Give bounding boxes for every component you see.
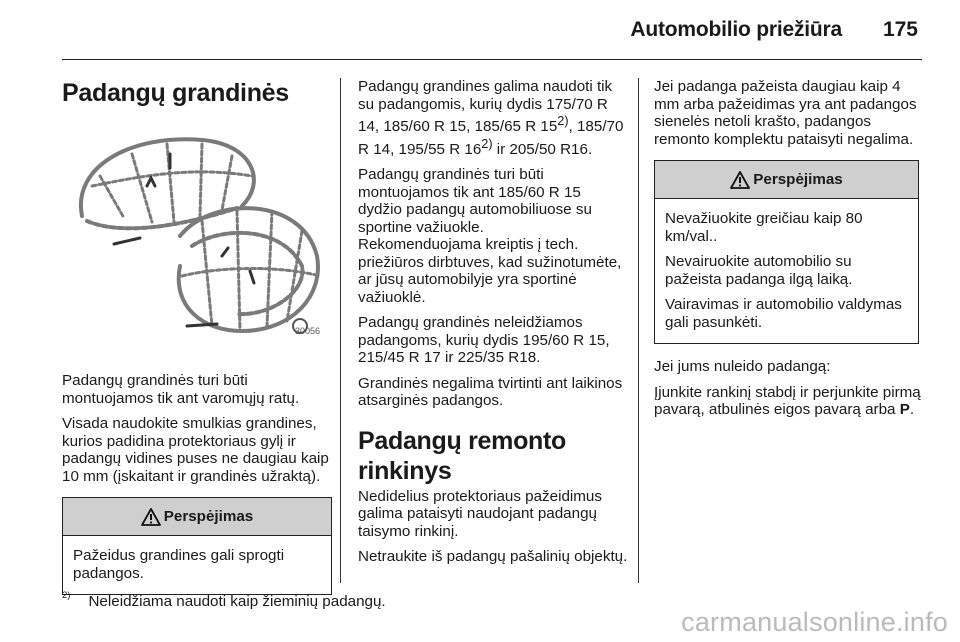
warning-box bbox=[62, 497, 332, 595]
text: Įjunkite rankinį stabdį ir perjunkite pirmą pavarą, atbulinės eigos pavarą arba bbox=[654, 383, 921, 418]
upper-chain bbox=[81, 139, 254, 228]
section-heading-repair-kit: Padangų remonto rinkinys bbox=[358, 426, 567, 485]
text: Padangų grandines galima naudoti tik su padangomis, kurių dydis 175/70 R 14, 185/60 R 15, 185/65 R 15 bbox=[358, 78, 613, 136]
paragraph: Padangų grandinės turi būti montuojamos tik ant 185/60 R 15 dydžio padangų automobiliuose su sportine važiuokle. bbox=[358, 166, 592, 236]
paragraph: Jei jums nuleido padangą: bbox=[654, 358, 831, 375]
footnote-text: Neleidžiama naudoti kaip žieminių padangų. bbox=[88, 593, 386, 611]
paragraph-procedure bbox=[654, 384, 929, 419]
tire-chains-illustration bbox=[62, 126, 324, 342]
text: . bbox=[909, 401, 915, 418]
warning-header bbox=[655, 161, 918, 199]
header-title: Automobilio priežiūra bbox=[630, 18, 842, 41]
text: ir 205/50 R16. bbox=[492, 140, 593, 158]
section-heading-tire-chains: Padangų grandinės bbox=[62, 79, 289, 107]
footnote-ref: 2) bbox=[481, 136, 493, 151]
warning-item: Nevažiuokite greičiau kaip 80 km/val.. bbox=[665, 210, 863, 245]
watermark: carmanualsonline.info bbox=[681, 607, 948, 637]
footnote bbox=[62, 592, 386, 610]
warning-text: Pažeidus grandines gali sprogti padangos. bbox=[73, 547, 285, 582]
paragraph: Jei padanga pažeista daugiau kaip 4 mm arba pažeidimas yra ant padangos sienelės netoli krašto, padangos remonto komplektu pataisyti negalima. bbox=[654, 78, 917, 148]
paragraph-tire-sizes bbox=[358, 78, 628, 158]
lower-chain bbox=[179, 208, 320, 331]
column-1 bbox=[62, 78, 332, 609]
column-3 bbox=[654, 78, 929, 427]
footnote-ref: 2) bbox=[557, 114, 569, 128]
figure-number: 30056 bbox=[294, 325, 320, 336]
column-divider bbox=[340, 78, 341, 583]
warning-item: Vairavimas ir automobilio valdymas gali pasunkėti. bbox=[665, 296, 902, 331]
gear-position-label: P bbox=[899, 401, 910, 418]
column-2 bbox=[358, 78, 628, 574]
tire-chains-figure bbox=[62, 126, 324, 342]
paragraph: Padangų grandinės turi būti montuojamos tik ant varomųjų ratų. bbox=[62, 372, 300, 407]
text: , 185/70 R 14, 195/55 R 16 bbox=[358, 118, 624, 158]
paragraph: Visada naudokite smulkias grandines, kurios padidina protektoriaus gylį ir padangų vidines puses ne daugiau kaip 10 mm (įskaitant ir grandinės užraktą). bbox=[62, 415, 329, 485]
paragraph: Rekomenduojama kreiptis į tech. priežiūros dirbtuves, kad sužinotumėte, ar jūsų automobilyje yra sportinė važiuoklė. bbox=[358, 236, 622, 306]
paragraph: Netraukite iš padangų pašalinių objektų. bbox=[358, 548, 628, 566]
column-divider bbox=[638, 78, 639, 583]
warning-box bbox=[654, 160, 919, 344]
paragraph: Nedidelius protektoriaus pažeidimus galima pataisyti naudojant padangų taisymo rinkinį. bbox=[358, 487, 602, 540]
page-number: 175 bbox=[882, 18, 918, 41]
warning-title: Perspėjimas bbox=[163, 507, 254, 525]
warning-triangle-icon bbox=[730, 171, 750, 189]
page-header bbox=[62, 0, 922, 60]
warning-title: Perspėjimas bbox=[753, 170, 843, 188]
paragraph: Grandinės negalima tvirtinti ant laikinos atsarginės padangos. bbox=[358, 374, 623, 410]
warning-body bbox=[655, 199, 918, 343]
warning-item: Nevairuokite automobilio su pažeista padanga ilgą laiką. bbox=[665, 253, 853, 288]
paragraph: Padangų grandinės neleidžiamos padangoms, kurių dydis 195/60 R 15, 215/45 R 17 ir 225/35 R18. bbox=[358, 314, 610, 367]
warning-header bbox=[63, 498, 331, 536]
warning-triangle-icon bbox=[141, 508, 161, 526]
warning-body bbox=[63, 536, 331, 594]
footnote-marker: 2) bbox=[62, 590, 71, 601]
